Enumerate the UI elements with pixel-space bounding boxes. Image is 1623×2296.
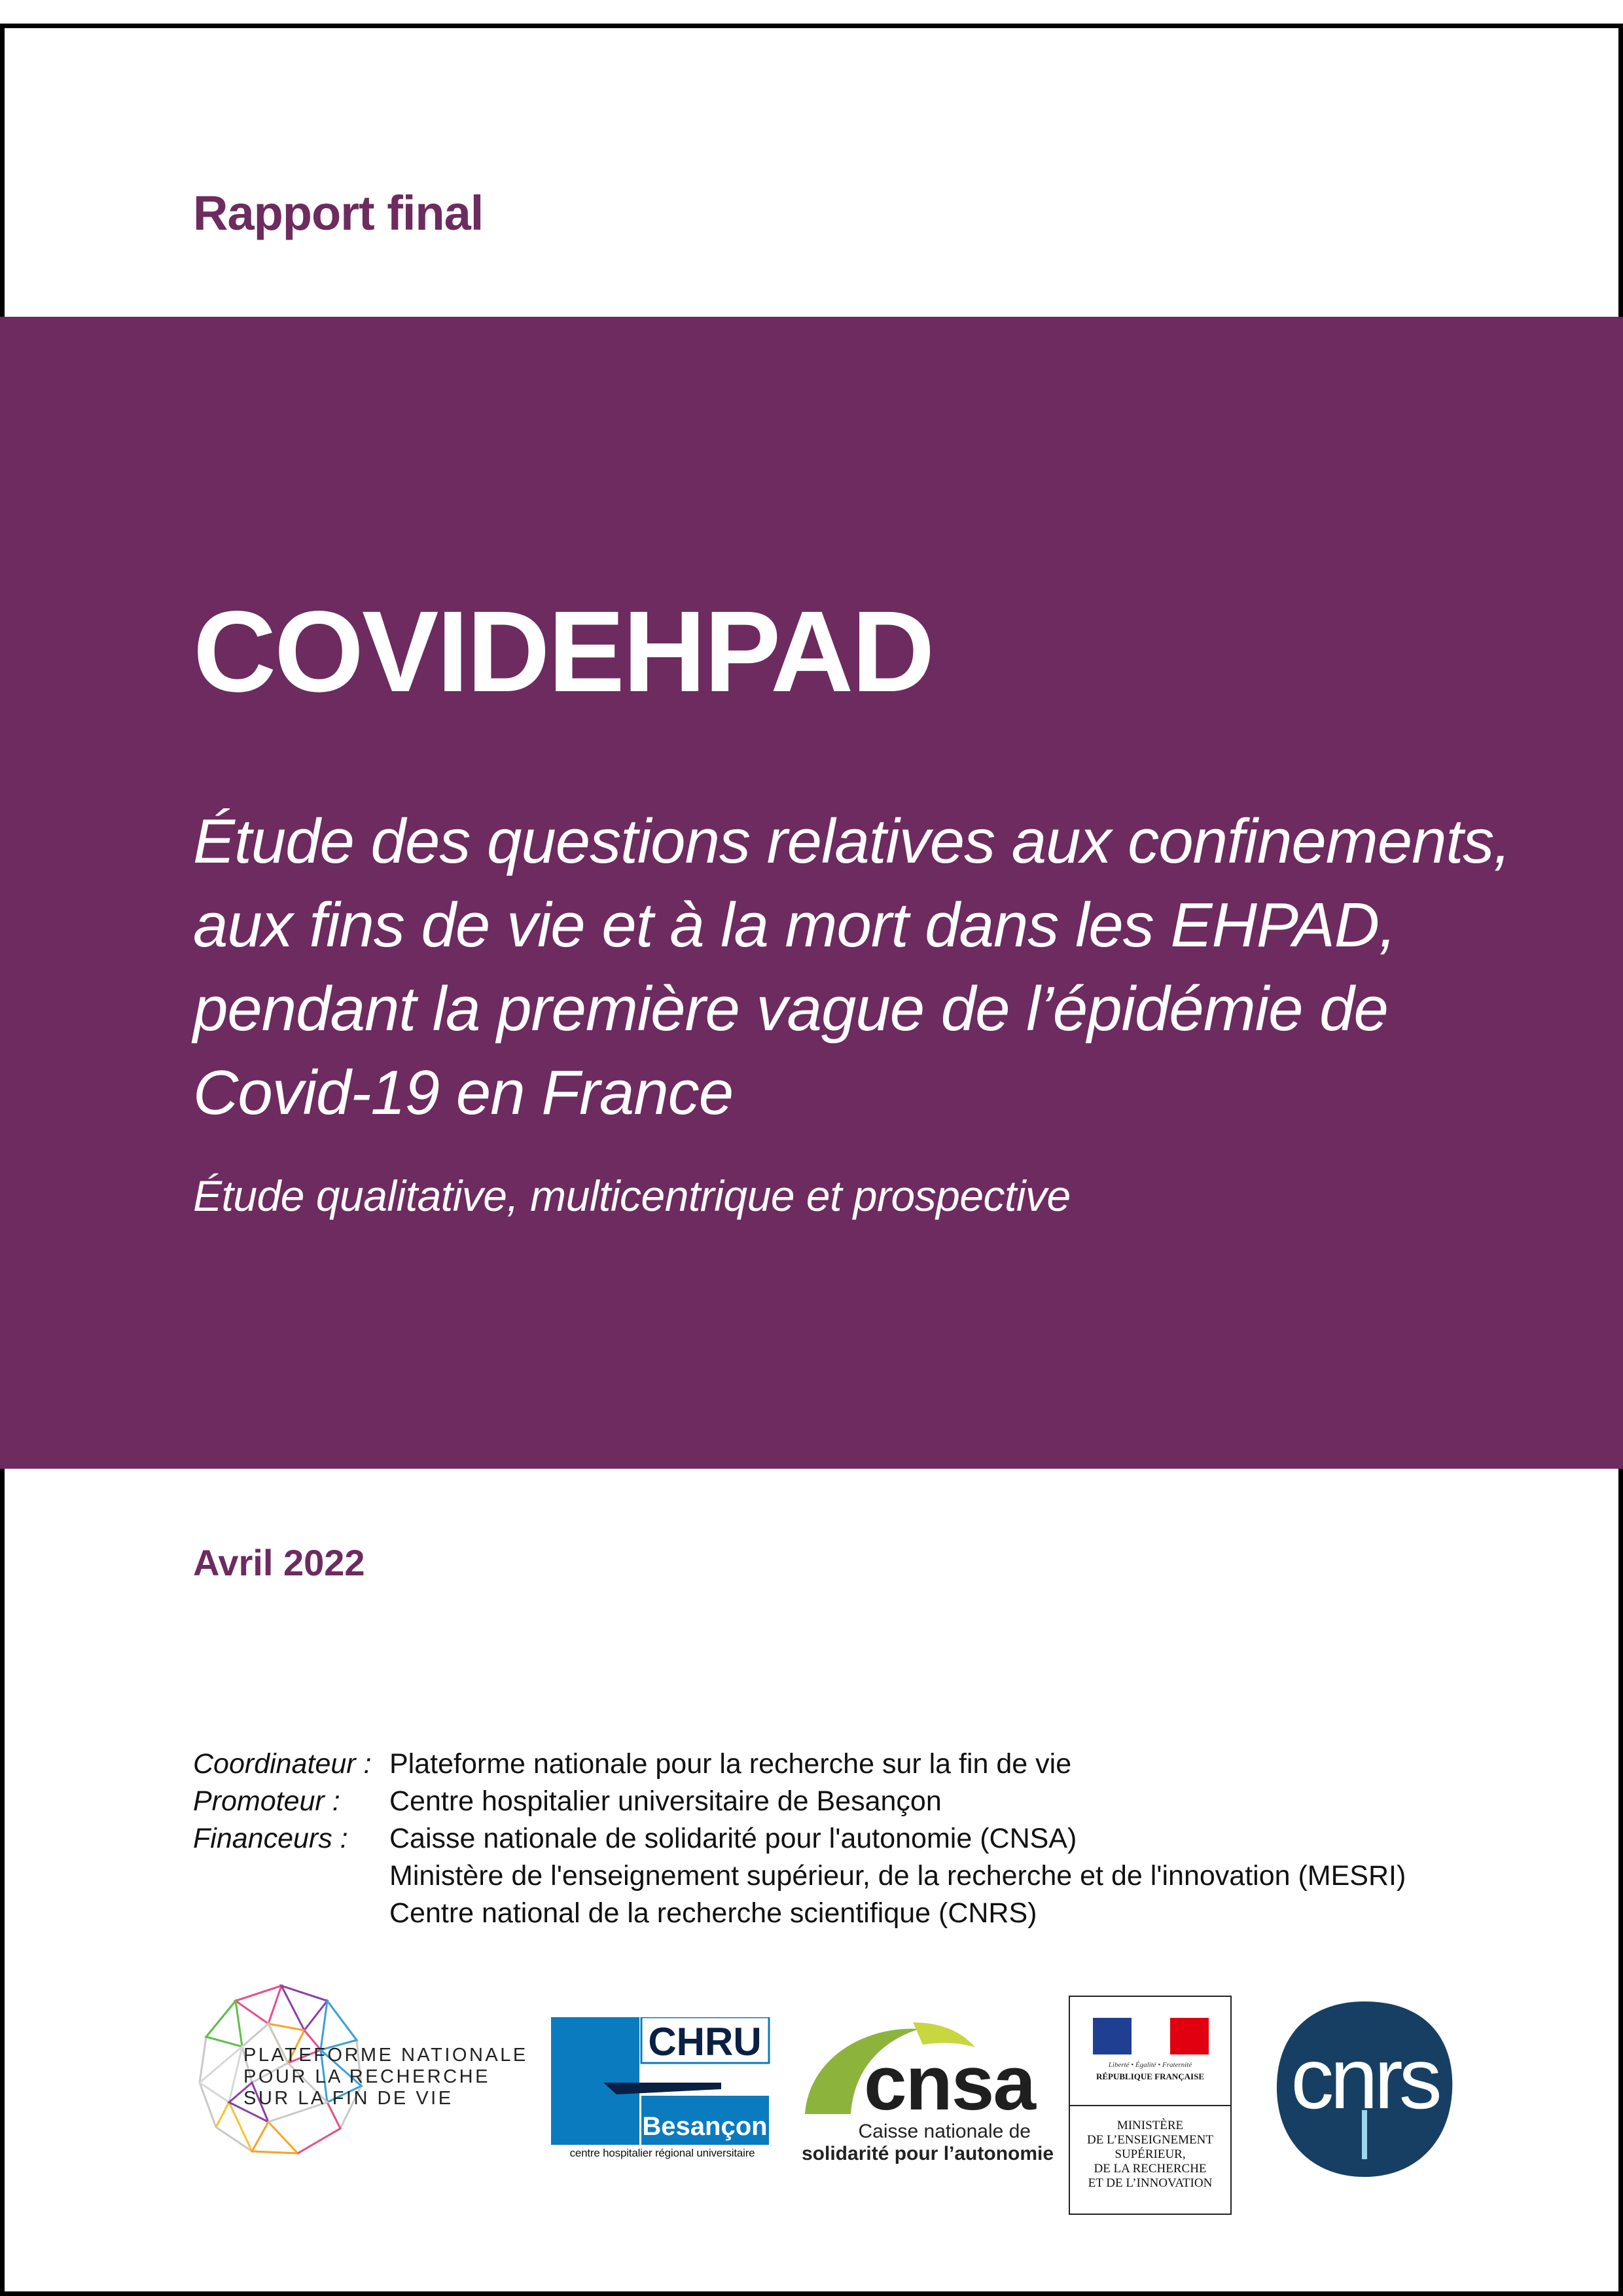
- ministry-line: ET DE L’INNOVATION: [1088, 2176, 1213, 2190]
- subtitle-line: Étude des questions relatives aux confinements,: [193, 806, 1510, 876]
- main-title: COVIDEHPAD: [193, 588, 933, 716]
- chru-caption: centre hospitalier régional universitaire: [569, 2147, 755, 2159]
- cnsa-caption-line: solidarité pour l’autonomie: [802, 2143, 1054, 2164]
- chru-bottom-text: Besançon: [642, 2112, 768, 2141]
- republic-motto: Liberté • Égalité • Fraternité: [1108, 2061, 1192, 2069]
- credit-row: [193, 1857, 1406, 1895]
- credit-name: Centre national de la recherche scientifique (CNRS): [389, 1897, 1037, 1929]
- chru-emblem-icon: [551, 2017, 774, 2145]
- title-band: [0, 317, 1623, 1469]
- ministry-line: DE LA RECHERCHE: [1094, 2162, 1207, 2176]
- cnsa-caption: [802, 2121, 1054, 2165]
- cnsa-logo: [802, 2016, 1054, 2164]
- study-type: Étude qualitative, multicentrique et prospective: [193, 1172, 1071, 1220]
- credit-name: Centre hospitalier universitaire de Besançon: [389, 1785, 942, 1817]
- credit-role: Coordinateur :: [193, 1748, 372, 1780]
- subtitle-line: Covid-19 en France: [193, 1058, 734, 1128]
- publication-date: Avril 2022: [193, 1542, 365, 1583]
- subtitle: [193, 800, 1510, 1135]
- credit-row: [193, 1783, 1406, 1820]
- credit-row: [193, 1820, 1406, 1857]
- pnrfv-wordmark: [243, 2045, 528, 2109]
- credits-list: [193, 1746, 1406, 1932]
- marianne-icon: [1132, 2023, 1171, 2049]
- credit-name: Ministère de l'enseignement supérieur, de la recherche et de l'innovation (MESRI): [389, 1860, 1406, 1892]
- cnrs-logo: [1274, 1999, 1455, 2179]
- credit-role: Financeurs :: [193, 1823, 348, 1854]
- pnrfv-logo: [190, 1978, 530, 2161]
- credit-name: Plateforme nationale pour la recherche sur la fin de vie: [389, 1748, 1072, 1780]
- divider: [1070, 2105, 1230, 2106]
- chru-top-text: CHRU: [648, 2020, 762, 2064]
- subtitle-line: pendant la première vague de l’épidémie de: [193, 974, 1388, 1044]
- credit-name: Caisse nationale de solidarité pour l'autonomie (CNSA): [389, 1823, 1077, 1854]
- credit-row: [193, 1895, 1406, 1932]
- ministry-line: MINISTÈRE: [1116, 2119, 1184, 2132]
- cnsa-caption-line: Caisse nationale de: [858, 2121, 1031, 2142]
- cnsa-wordmark: cnsa: [864, 2040, 1035, 2126]
- credit-row: [193, 1746, 1406, 1783]
- mesri-logo: [1069, 1996, 1232, 2215]
- credit-role: Promoteur :: [193, 1785, 340, 1817]
- cnrs-wordmark: cnrs: [1291, 2030, 1438, 2126]
- pnrfv-line: SUR LA FIN DE VIE: [243, 2088, 454, 2109]
- ministry-name: [1070, 2119, 1230, 2191]
- chru-logo: [551, 2017, 774, 2161]
- pnrfv-line: PLATEFORME NATIONALE: [243, 2045, 528, 2066]
- subtitle-line: aux fins de vie et à la mort dans les EHPAD,: [193, 890, 1396, 960]
- pnrfv-line: POUR LA RECHERCHE: [243, 2066, 490, 2087]
- republic-name: RÉPUBLIQUE FRANÇAISE: [1096, 2072, 1205, 2081]
- ministry-line: DE L’ENSEIGNEMENT: [1087, 2133, 1213, 2147]
- report-label: Rapport final: [193, 186, 484, 240]
- ministry-line: SUPÉRIEUR,: [1115, 2147, 1186, 2161]
